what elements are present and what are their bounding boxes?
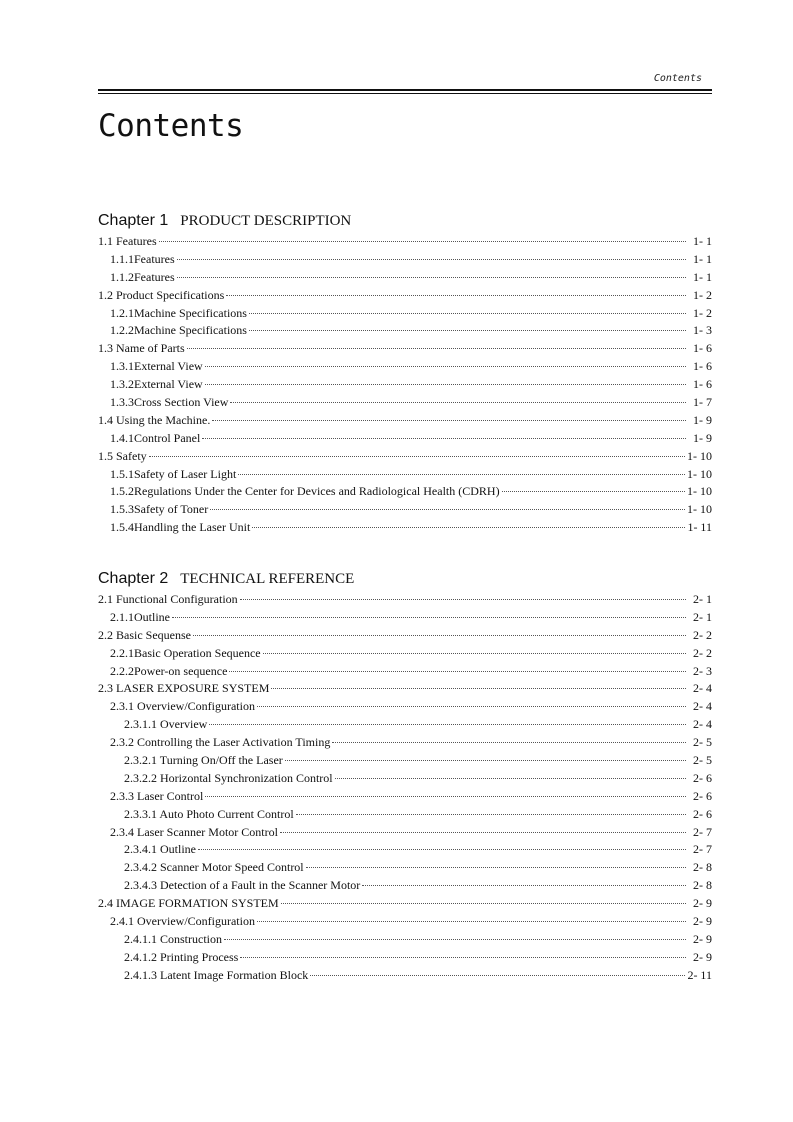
toc-page-number: 2- 6 bbox=[693, 806, 712, 821]
toc-entry[interactable] bbox=[98, 305, 712, 323]
toc-page-number: 2- 9 bbox=[693, 949, 712, 964]
toc-entry-title: 1.5.1Safety of Laser Light bbox=[110, 466, 237, 481]
toc-entry[interactable] bbox=[98, 233, 712, 251]
toc-page-number: 2- 5 bbox=[693, 735, 712, 750]
toc-page-number: 2- 7 bbox=[693, 824, 712, 839]
toc-entry[interactable] bbox=[98, 931, 712, 949]
dot-leader bbox=[177, 259, 686, 260]
dot-leader bbox=[193, 635, 686, 636]
dot-leader bbox=[224, 939, 686, 940]
toc-entry-title: 1.1 Features bbox=[98, 234, 157, 248]
toc-page-number: 1- 11 bbox=[687, 520, 712, 535]
toc-page-number: 2- 8 bbox=[693, 860, 712, 875]
dot-leader bbox=[238, 474, 685, 475]
toc-entry[interactable] bbox=[98, 412, 712, 430]
toc-entry[interactable] bbox=[98, 806, 712, 824]
toc-entry-title: 2.3.2.1 Turning On/Off the Laser bbox=[124, 753, 283, 768]
toc-entry-title: 1.5.4Handling the Laser Unit bbox=[110, 520, 251, 535]
toc-entry-title: 2.4 IMAGE FORMATION SYSTEM bbox=[98, 896, 279, 911]
toc-entry-title: 2.3.1.1 Overview bbox=[124, 717, 208, 732]
toc-entry[interactable] bbox=[98, 483, 712, 501]
toc-page-number: 1- 10 bbox=[687, 466, 712, 481]
toc-entry-title: 1.3.2External View bbox=[110, 377, 203, 392]
toc-page-number: 1- 7 bbox=[693, 395, 712, 410]
toc-entry[interactable] bbox=[98, 716, 712, 734]
toc-entry-title: 2.3 LASER EXPOSURE SYSTEM bbox=[98, 681, 270, 696]
toc-entry[interactable] bbox=[98, 645, 712, 663]
dot-leader bbox=[280, 832, 686, 833]
dot-leader bbox=[210, 509, 685, 510]
chapter-2-label: Chapter 2 bbox=[98, 570, 169, 587]
toc-entry-title: 2.3.3.1 Auto Photo Current Control bbox=[124, 806, 294, 821]
toc-entry[interactable] bbox=[98, 322, 712, 340]
toc-entry-title: 1.4.1Control Panel bbox=[110, 430, 201, 445]
toc-entry-title: 1.2.1Machine Specifications bbox=[110, 305, 247, 320]
toc-entry-title: 1.1.2Features bbox=[110, 269, 175, 284]
dot-leader bbox=[212, 420, 686, 421]
toc-entry-title: 1.3.1External View bbox=[110, 359, 203, 374]
dot-leader bbox=[502, 491, 685, 492]
toc-entry-title: 2.2.2Power-on sequence bbox=[110, 663, 228, 678]
dot-leader bbox=[252, 527, 685, 528]
toc-entry-title: 1.2.2Machine Specifications bbox=[110, 323, 247, 338]
toc-page-number: 2- 1 bbox=[693, 609, 712, 624]
toc-entry-title: 1.2 Product Specifications bbox=[98, 287, 225, 302]
toc-entry[interactable] bbox=[98, 287, 712, 305]
dot-leader bbox=[229, 671, 686, 672]
toc-entry-title: 2.3.4 Laser Scanner Motor Control bbox=[110, 824, 278, 839]
toc-entry[interactable] bbox=[98, 680, 712, 698]
page-title: Contents bbox=[98, 108, 244, 144]
dot-leader bbox=[205, 796, 686, 797]
toc-entry[interactable] bbox=[98, 251, 712, 269]
toc-page-number: 2- 5 bbox=[693, 753, 712, 768]
dot-leader bbox=[205, 384, 686, 385]
toc-entry-title: 1.5 Safety bbox=[98, 448, 147, 463]
toc-page-number: 1- 3 bbox=[693, 323, 712, 338]
toc-entry[interactable] bbox=[98, 269, 712, 287]
toc-page-number: 1- 6 bbox=[693, 341, 712, 356]
chapter-1-label: Chapter 1 bbox=[98, 212, 169, 229]
toc-page-number: 2- 4 bbox=[693, 681, 712, 696]
dot-leader bbox=[362, 885, 686, 886]
dot-leader bbox=[187, 348, 686, 349]
toc-page-number: 1- 9 bbox=[693, 430, 712, 445]
toc-page-number: 1- 2 bbox=[693, 287, 712, 302]
toc-page-number: 2- 1 bbox=[693, 592, 712, 606]
toc-entry[interactable] bbox=[98, 841, 712, 859]
toc-entry-title: 1.4 Using the Machine. bbox=[98, 412, 211, 427]
toc-entry[interactable] bbox=[98, 967, 712, 985]
dot-leader bbox=[172, 617, 686, 618]
toc-page-number: 1- 10 bbox=[687, 448, 712, 463]
toc-page-number: 1- 10 bbox=[687, 484, 712, 499]
dot-leader bbox=[230, 402, 686, 403]
toc-entry[interactable] bbox=[98, 358, 712, 376]
toc-page-number: 2- 4 bbox=[693, 699, 712, 714]
dot-leader bbox=[202, 438, 686, 439]
toc-entry[interactable] bbox=[98, 824, 712, 842]
dot-leader bbox=[281, 903, 686, 904]
toc-page-number: 2- 9 bbox=[693, 931, 712, 946]
chapter-2-title: TECHNICAL REFERENCE bbox=[180, 571, 355, 587]
toc-entry[interactable] bbox=[98, 448, 712, 466]
toc-page-number: 2- 7 bbox=[693, 842, 712, 857]
toc-entry-title: 2.3.3 Laser Control bbox=[110, 788, 204, 803]
toc-entry[interactable] bbox=[98, 394, 712, 412]
toc-entry[interactable] bbox=[98, 895, 712, 913]
header-rule-thin bbox=[98, 93, 712, 94]
toc-entry[interactable] bbox=[98, 734, 712, 752]
toc-page-number: 2- 2 bbox=[693, 645, 712, 660]
dot-leader bbox=[226, 295, 686, 296]
toc-entry-title: 2.2 Basic Sequense bbox=[98, 627, 191, 642]
toc-entry[interactable] bbox=[98, 466, 712, 484]
toc-entry-title: 2.1.1Outline bbox=[110, 609, 170, 624]
toc-entry[interactable] bbox=[98, 627, 712, 645]
header-rule-thick bbox=[98, 89, 712, 91]
dot-leader bbox=[177, 277, 686, 278]
toc-page-number: 2- 9 bbox=[693, 896, 712, 911]
running-head: Contents bbox=[653, 73, 702, 84]
chapter-2-toc bbox=[98, 591, 712, 985]
toc-page-number: 1- 6 bbox=[693, 377, 712, 392]
toc-entry-title: 2.4.1.1 Construction bbox=[124, 931, 222, 946]
toc-entry[interactable] bbox=[98, 501, 712, 519]
toc-entry-title: 2.1 Functional Configuration bbox=[98, 592, 238, 606]
toc-page-number: 2- 11 bbox=[687, 967, 712, 982]
dot-leader bbox=[271, 688, 686, 689]
toc-page-number: 1- 1 bbox=[693, 269, 712, 284]
toc-entry[interactable] bbox=[98, 609, 712, 627]
toc-entry-title: 2.3.4.3 Detection of a Fault in the Scanner Motor bbox=[124, 878, 361, 893]
toc-page-number: 1- 10 bbox=[687, 502, 712, 517]
dot-leader bbox=[149, 456, 685, 457]
toc-page-number: 2- 4 bbox=[693, 717, 712, 732]
toc-entry-title: 1.5.3Safety of Toner bbox=[110, 502, 209, 517]
toc-page-number: 1- 9 bbox=[693, 412, 712, 427]
toc-entry-title: 2.4.1 Overview/Configuration bbox=[110, 914, 255, 929]
toc-entry[interactable] bbox=[98, 430, 712, 448]
toc-entry-title: 2.4.1.3 Latent Image Formation Block bbox=[124, 967, 309, 982]
dot-leader bbox=[285, 760, 686, 761]
toc-page-number: 1- 6 bbox=[693, 359, 712, 374]
toc-page-number: 2- 6 bbox=[693, 788, 712, 803]
toc-entry-title: 2.3.4.2 Scanner Motor Speed Control bbox=[124, 860, 304, 875]
dot-leader bbox=[257, 706, 686, 707]
toc-entry[interactable] bbox=[98, 949, 712, 967]
dot-leader bbox=[335, 778, 686, 779]
dot-leader bbox=[332, 742, 686, 743]
toc-entry-title: 2.3.1 Overview/Configuration bbox=[110, 699, 255, 714]
toc-entry[interactable] bbox=[98, 752, 712, 770]
toc-entry-title: 1.3.3Cross Section View bbox=[110, 395, 229, 410]
dot-leader bbox=[249, 313, 686, 314]
toc-entry[interactable] bbox=[98, 877, 712, 895]
toc-entry-title: 2.3.2 Controlling the Laser Activation Timing bbox=[110, 735, 331, 750]
toc-entry-title: 1.3 Name of Parts bbox=[98, 341, 185, 356]
dot-leader bbox=[296, 814, 686, 815]
toc-entry[interactable] bbox=[98, 788, 712, 806]
toc-entry[interactable] bbox=[98, 376, 712, 394]
toc-entry[interactable] bbox=[98, 340, 712, 358]
chapter-2-heading bbox=[98, 563, 354, 590]
toc-entry[interactable] bbox=[98, 698, 712, 716]
dot-leader bbox=[257, 921, 686, 922]
toc-page-number: 1- 1 bbox=[693, 234, 712, 248]
toc-entry-title: 2.3.4.1 Outline bbox=[124, 842, 196, 857]
toc-page-number: 2- 8 bbox=[693, 878, 712, 893]
toc-entry-title: 2.4.1.2 Printing Process bbox=[124, 949, 239, 964]
dot-leader bbox=[306, 867, 686, 868]
dot-leader bbox=[240, 957, 686, 958]
toc-entry[interactable] bbox=[98, 519, 712, 537]
toc-entry[interactable] bbox=[98, 913, 712, 931]
toc-page-number: 1- 2 bbox=[693, 305, 712, 320]
dot-leader bbox=[263, 653, 686, 654]
dot-leader bbox=[310, 975, 685, 976]
toc-page-number: 1- 1 bbox=[693, 251, 712, 266]
toc-entry-title: 1.5.2Regulations Under the Center for Devices and Radiological Health (CDRH) bbox=[110, 484, 500, 499]
chapter-1-title: PRODUCT DESCRIPTION bbox=[180, 213, 352, 229]
chapter-1-toc bbox=[98, 233, 712, 537]
toc-entry[interactable] bbox=[98, 859, 712, 877]
toc-entry[interactable] bbox=[98, 663, 712, 681]
toc-page-number: 2- 6 bbox=[693, 770, 712, 785]
dot-leader bbox=[205, 366, 686, 367]
dot-leader bbox=[159, 241, 686, 242]
dot-leader bbox=[198, 849, 686, 850]
chapter-1-heading bbox=[98, 205, 351, 232]
toc-entry-title: 1.1.1Features bbox=[110, 251, 175, 266]
toc-page-number: 2- 3 bbox=[693, 663, 712, 678]
dot-leader bbox=[209, 724, 686, 725]
dot-leader bbox=[249, 330, 686, 331]
toc-entry-title: 2.2.1Basic Operation Sequence bbox=[110, 645, 261, 660]
toc-page-number: 2- 2 bbox=[693, 627, 712, 642]
toc-entry[interactable] bbox=[98, 770, 712, 788]
dot-leader bbox=[240, 599, 686, 600]
toc-entry[interactable] bbox=[98, 591, 712, 609]
toc-page-number: 2- 9 bbox=[693, 914, 712, 929]
toc-entry-title: 2.3.2.2 Horizontal Synchronization Control bbox=[124, 770, 333, 785]
